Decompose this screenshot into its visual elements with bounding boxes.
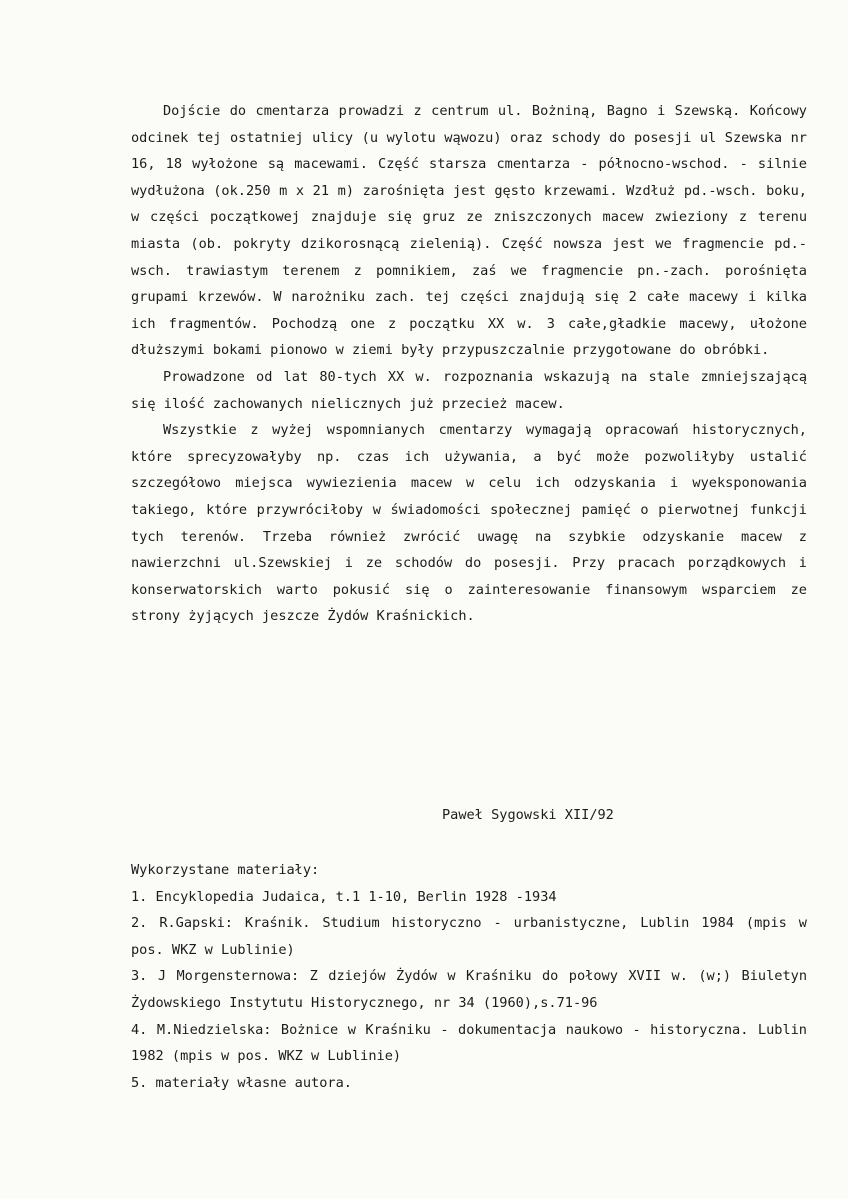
references-heading: Wykorzystane materiały: [131,862,320,878]
paragraph-cemetery-access: Dojście do cmentarza prowadzi z centrum ul. Bożniną, Bagno i Szewską. Końcowy odcinek tej ostatniej ulicy (u wylotu wąwozu) oraz schody do posesji ul Szewska nr 16, 18 wyłożone są macewami. Część starsza cmentarza - północno-wschod. - silnie wydłużona (ok.250 m x 21 m) zarośnięta jest gęsto krzewami. Wzdłuż pd.-wsch. boku, w części początkowej znajduje się gruz ze zniszczonych macew zwieziony z terenu miasta (ob. pokryty dzikorosnącą zielenią). Część nowsza jest we fragmencie pd.-wsch. trawiastym terenem z pomnikiem, zaś we fragmencie pn.-zach. porośnięta grupami krzewów. W narożniku zach. tej części znajdują się 2 całe macewy i kilka ich fragmentów. Pochodzą one z początku XX w. 3 całe,gładkie macewy, ułożone dłuższymi bokami pionowo w ziemi były przypuszczalnie przygotowane do obróbki. [131,103,807,359]
paragraph-surveys: Prowadzone od lat 80-tych XX w. rozpoznania wskazują na stale zmniejszającą się ilość zachowanych nielicznych już przecież macew. [131,368,807,412]
paragraph-recommendations: Wszystkie z wyżej wspomnianych cmentarzy wymagają opracowań historycznych, które sprecyzowałyby np. czas ich używania, a być może pozwoliłyby ustalić szczegółowo miejsca wywiezienia macew w celu ich odzyskania i wyeksponowania takiego, które przywróciłoby w świadomości społecznej pamięć o pierwotnej funkcji tych terenów. Trzeba również zwrócić uwagę na szybkie odzyskanie macew z nawierzchni ul.Szewskiej i ze schodów do posesji. Przy pracach porządkowych i konserwatorskich warto pokusić się o zainteresowanie finansowym wsparciem ze strony żyjących jeszcze Żydów Kraśnickich. [131,422,807,625]
reference-item: 4. M.Niedzielska: Bożnice w Kraśniku - dokumentacja naukowo - historyczna. Lublin 1982 (mpis w pos. WKZ w Lublinie) [131,1021,807,1065]
reference-item: 1. Encyklopedia Judaica, t.1 1-10, Berlin 1928 -1934 [131,888,557,905]
author-signature: Paweł Sygowski XII/92 [442,807,614,823]
references-section [131,857,807,1096]
body-text [131,98,807,630]
reference-item: 2. R.Gapski: Kraśnik. Studium historyczno - urbanistyczne, Lublin 1984 (mpis w pos. WKZ w Lublinie) [131,915,807,958]
reference-item: 3. J Morgensternowa: Z dziejów Żydów w Kraśniku do połowy XVII w. (w;) Biuletyn Żydowskiego Instytutu Historycznego, nr 34 (1960),s.71-96 [131,968,807,1011]
reference-item: 5. materiały własne autora. [131,1074,352,1091]
references-list [131,884,807,1097]
